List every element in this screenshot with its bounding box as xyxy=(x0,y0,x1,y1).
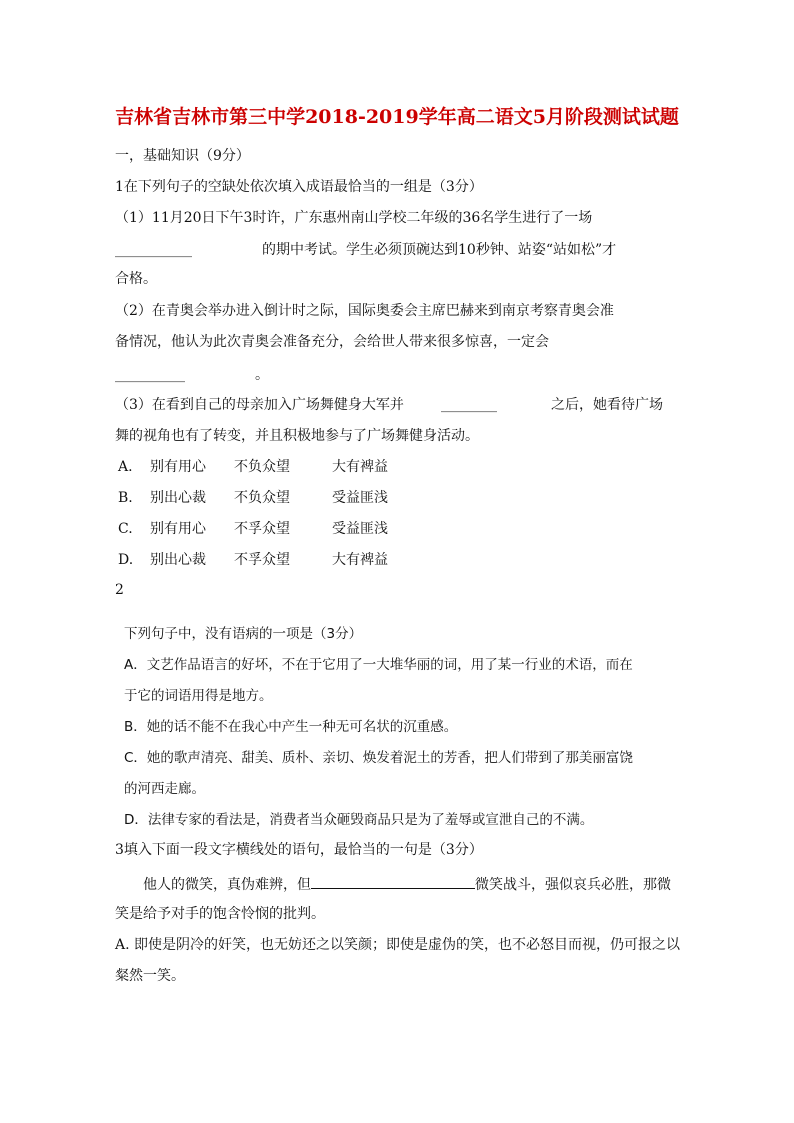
option-label: C. xyxy=(118,521,133,537)
q1-sentence3-end: 之后，她看待广场 xyxy=(551,397,663,413)
q3-stem: 3填入下面一段文字横线处的语句，最恰当的一句是（3分） xyxy=(115,842,483,858)
option-idiom-2: 不孚众望 xyxy=(234,521,290,537)
q3-option-a-line1: A. 即使是阴冷的奸笑，也无妨还之以笑颜；即使是虚伪的笑，也不必怒目而视，仍可报之以 xyxy=(115,937,681,953)
option-idiom-1: 别出心裁 xyxy=(150,490,206,506)
document-title: 吉林省吉林市第三中学2018-2019学年高二语文5月阶段测试试题 xyxy=(115,106,679,128)
q3-paragraph-line1 xyxy=(143,873,671,895)
q1-sentence2-line2: 备情况，他认为此次青奥会准备充分，会给世人带来很多惊喜，一定会 xyxy=(115,334,549,350)
option-idiom-3: 受益匪浅 xyxy=(332,521,388,537)
q1-sentence3-start: （3）在看到自己的母亲加入广场舞健身大军并 xyxy=(115,397,404,413)
q3-paragraph-end: 微笑战斗，强似哀兵必胜，那微 xyxy=(475,877,671,893)
option-label: A. xyxy=(118,459,133,475)
option-label: B. xyxy=(118,490,133,506)
option-idiom-2: 不负众望 xyxy=(234,459,290,475)
q2-number: 2 xyxy=(115,582,124,598)
q1-sentence1-line2: 的期中考试。学生必须顶碗达到10秒钟、站姿“站如松”才 xyxy=(262,242,617,258)
q2-stem: 下列句子中，没有语病的一项是（3分） xyxy=(124,626,363,642)
section-heading: 一，基础知识（9分） xyxy=(115,148,250,164)
q1-sentence1-line3: 合格。 xyxy=(115,271,157,287)
q1-stem: 1在下列句子的空缺处依次填入成语最恰当的一组是（3分） xyxy=(115,179,483,195)
option-idiom-1: 别出心裁 xyxy=(150,552,206,568)
option-idiom-3: 大有裨益 xyxy=(332,552,388,568)
q1-sentence2-end: 。 xyxy=(255,367,269,383)
option-label: D. xyxy=(118,552,134,568)
q1-sentence1-blank: ___________ xyxy=(115,242,192,258)
q2-option-a-line1: A．文艺作品语言的好坏，不在于它用了一大堆华丽的词，用了某一行业的术语，而在 xyxy=(124,657,633,673)
q2-option-c-line1: C．她的歌声清亮、甜美、质朴、亲切、焕发着泥土的芳香，把人们带到了那美丽富饶 xyxy=(124,750,633,766)
option-idiom-1: 别有用心 xyxy=(150,459,206,475)
q3-option-a-line2: 粲然一笑。 xyxy=(115,968,185,984)
q2-option-c-line2: 的河西走廊。 xyxy=(124,781,205,797)
q1-option-d xyxy=(118,550,388,570)
option-idiom-3: 受益匪浅 xyxy=(332,490,388,506)
q1-sentence2-blank: __________ xyxy=(115,367,185,383)
q1-sentence2-line1: （2）在青奥会举办进入倒计时之际，国际奥委会主席巴赫来到南京考察青奥会准 xyxy=(115,303,614,319)
q1-option-c xyxy=(118,519,388,539)
option-idiom-2: 不负众望 xyxy=(234,490,290,506)
option-idiom-1: 别有用心 xyxy=(150,521,206,537)
q1-sentence3-blank: ________ xyxy=(441,397,497,413)
q2-option-a-line2: 于它的词语用得是地方。 xyxy=(124,688,273,704)
q1-option-a xyxy=(118,457,388,477)
q1-sentence3-line2: 舞的视角也有了转变，并且积极地参与了广场舞健身活动。 xyxy=(115,428,479,444)
option-idiom-2: 不孚众望 xyxy=(234,552,290,568)
q1-option-b xyxy=(118,488,388,508)
option-idiom-3: 大有裨益 xyxy=(332,459,388,475)
q2-option-b: B．她的话不能不在我心中产生一种无可名状的沉重感。 xyxy=(124,719,458,735)
q3-answer-blank xyxy=(311,873,475,889)
q1-sentence1-line1: （1）11月20日下午3时许，广东惠州南山学校二年级的36名学生进行了一场 xyxy=(115,210,593,226)
q2-option-d: D．法律专家的看法是，消费者当众砸毁商品只是为了羞辱或宣泄自己的不满。 xyxy=(124,812,594,828)
q3-paragraph-start: 他人的微笑，真伪难辨，但 xyxy=(143,877,311,893)
q3-paragraph-line2: 笑是给予对手的饱含怜悯的批判。 xyxy=(115,906,325,922)
